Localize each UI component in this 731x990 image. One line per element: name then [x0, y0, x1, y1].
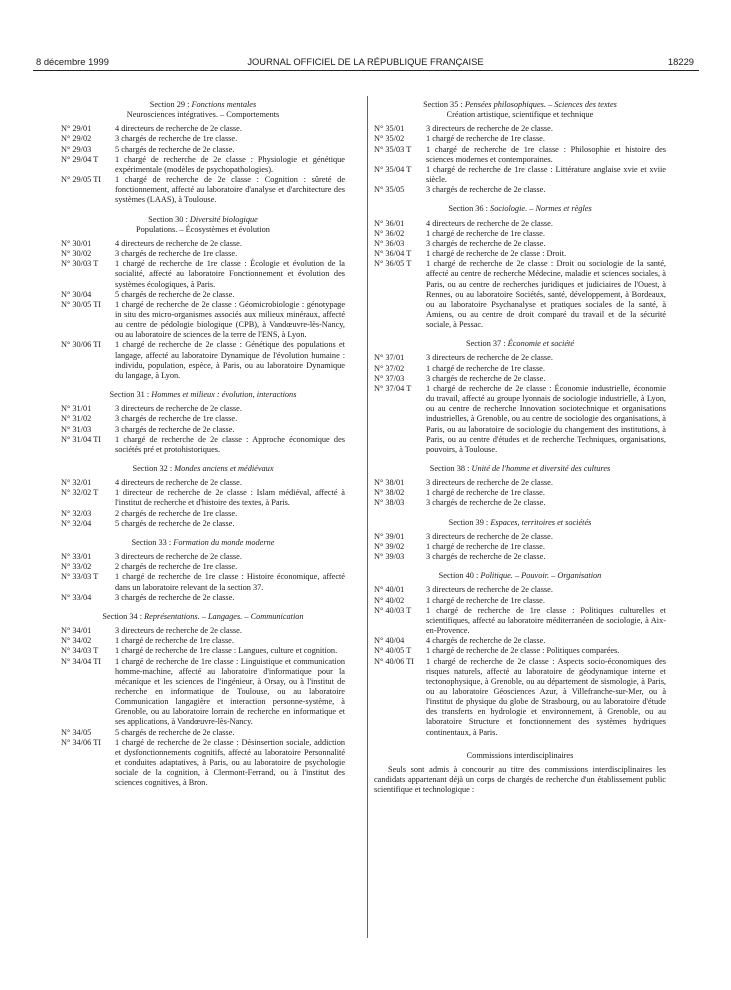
list-item: N° 34/03 T 1 chargé de recherche de 1re classe : Langues, culture et cognition.: [61, 646, 338, 656]
list-item: N° 32/02 T 1 directeur de recherche de 2e classe : Islam médiéval, affecté à l'institut de recherche et d'histoire des textes, à Paris.: [61, 488, 345, 508]
list-item: N° 36/03 3 chargés de recherche de 2e classe.: [374, 238, 546, 248]
list-item: N° 39/01 3 directeurs de recherche de 2e classe.: [374, 531, 553, 541]
column-divider: [367, 96, 368, 938]
list-item: N° 29/03 5 chargés de recherche de 2e classe.: [61, 144, 235, 154]
list-item: N° 30/05 TI 1 chargé de recherche de 2e classe : Géomicrobiologie : génotypage in situ des micro-organismes associés aux milieux minéraux, affecté au centre de pédologie biologique (CPB), à Vandœuvre-lès-Nancy, ou au laboratoire de sciences de la terre de l'ENS, à Lyon.: [61, 299, 345, 340]
section-heading: Section 30 : Diversité biologique: [148, 214, 258, 224]
left-column: [61, 100, 345, 789]
list-item: N° 31/04 TI 1 chargé de recherche de 2e classe : Approche économique des sociétés pré et protohistoriques.: [61, 434, 345, 454]
section-subheading: Neurosciences intégratives. – Comportements: [126, 110, 280, 120]
list-item: N° 30/02 3 chargés de recherche de 1re classe.: [61, 249, 238, 259]
list-item: N° 38/01 3 directeurs de recherche de 2e classe.: [374, 478, 553, 488]
commissions-paragraph: Seuls sont admis à concourir au titre des commissions interdisciplinaires les candidats appartenant déjà un corps de chargés de recherche d'un établissement public scientifique et technologique :: [374, 764, 666, 795]
list-item: N° 29/02 3 chargés de recherche de 1re classe.: [61, 134, 238, 144]
page-number: 18229: [667, 56, 694, 67]
journal-title: JOURNAL OFFICIEL DE LA RÉPUBLIQUE FRANÇAISE: [247, 56, 484, 67]
section-heading: Section 32 : Mondes anciens et médiévaux: [132, 464, 274, 473]
list-item: N° 34/05 5 chargés de recherche de 2e classe.: [61, 727, 235, 737]
list-item: N° 34/02 1 chargé de recherche de 1re classe.: [61, 636, 234, 646]
list-item: N° 34/01 3 directeurs de recherche de 2e classe.: [61, 626, 242, 636]
list-item: N° 30/06 TI 1 chargé de recherche de 2e classe : Génétique des populations et langage, affecté au laboratoire Dynamique de l'évolution humaine : individu, population, espèce, à Paris, ou au laboratoire Dynamique du langage, à Lyon.: [61, 340, 345, 380]
list-item: N° 38/03 3 chargés de recherche de 2e classe.: [374, 498, 546, 508]
list-item: N° 36/04 T 1 chargé de recherche de 2e classe : Droit.: [374, 249, 567, 259]
section-heading: Section 38 : Unité de l'homme et diversité des cultures: [429, 464, 611, 473]
list-item: N° 39/03 3 chargés de recherche de 2e classe.: [374, 552, 546, 562]
list-item: N° 36/01 4 directeurs de recherche de 2e classe.: [374, 218, 553, 228]
list-item: N° 30/01 4 directeurs de recherche de 2e classe.: [61, 238, 242, 248]
list-item: N° 29/05 TI 1 chargé de recherche de 2e classe : Cognition : sûreté de fonctionnement, affecté au laboratoire d'analyse et d'architecture des systèmes (LAAS), à Toulouse.: [61, 175, 345, 205]
list-item: N° 33/04 3 chargés de recherche de 2e classe.: [61, 592, 235, 602]
list-item: N° 37/04 T 1 chargé de recherche de 2e classe : Économie industrielle, économie du travail, affecté au groupe lyonnais de sociologie industrielle, à Lyon, ou au centre de recherche Innovation sociotechnique et organisations industrielles, à Grenoble, ou au centre de sociologie des organisations, à Paris, ou au laboratoire de sociologie du changement des institutions, à Paris, ou au centre d'études et de recherche Techniques, organisations, pouvoirs, à Toulouse.: [374, 383, 666, 454]
list-item: N° 30/03 T 1 chargé de recherche de 1re classe : Écologie et évolution de la socialité, affecté au laboratoire Fonctionnement et évolution des systèmes écologiques, à Paris.: [61, 259, 345, 289]
header-rule: [33, 70, 699, 71]
section-heading: Section 35 : Pensées philosophiques. – Sciences des textes: [423, 100, 617, 109]
section-heading: Section 31 : Hommes et milieux : évolution, interactions: [109, 390, 297, 400]
section-heading: Section 39 : Espaces, territoires et sociétés: [448, 517, 592, 527]
list-item: N° 40/05 T 1 chargé de recherche de 2e classe : Politiques comparées.: [374, 646, 620, 656]
list-item: N° 40/06 TI 1 chargé de recherche de 2e classe : Aspects socio-économiques des risques naturels, affecté au laboratoire de géodynamique interne et tectonophysique, à Grenoble, ou au département de sismologie, à Paris, ou au laboratoire Géosciences Azur, à Villefranche-sur-Mer, ou à l'institut de physique du globe de Strasbourg, ou au laboratoire d'étude des transferts en hydrologie et environnement, à Grenoble, ou au laboratoire Structure et fonctionnement des systèmes hydriques continentaux, à Paris.: [374, 656, 666, 737]
list-item: N° 35/01 3 directeurs de recherche de 2e classe.: [374, 124, 553, 134]
section-subheading: Création artistique, scientifique et technique: [446, 110, 594, 120]
list-item: N° 34/06 TI 1 chargé de recherche de 2e classe : Désinsertion sociale, addiction et dysfonctionnements cognitifs, affecté au laboratoire Personnalité et conduites adaptatives, à Paris, ou au laboratoire de psychologie sociale de la cognition, à Clermont-Ferrand, ou à l'institut des sciences cognitives, à Bron.: [61, 737, 345, 788]
list-item: N° 31/03 3 chargés de recherche de 2e classe.: [61, 424, 235, 434]
commissions-title: Commissions interdisciplinaires: [466, 750, 574, 760]
list-item: N° 40/04 4 chargés de recherche de 2e classe.: [374, 636, 546, 646]
section-heading: Section 36 : Sociologie. – Normes et règles: [448, 204, 592, 214]
list-item: N° 32/01 4 directeurs de recherche de 2e classe.: [61, 478, 242, 488]
section-heading: Section 33 : Formation du monde moderne: [131, 537, 275, 547]
section-heading: Section 40 : Politique. – Pouvoir. – Organisation: [438, 571, 602, 581]
list-item: N° 29/01 4 directeurs de recherche de 2e classe.: [61, 124, 242, 134]
right-column: [374, 100, 666, 795]
list-item: N° 31/02 3 chargés de recherche de 1re classe.: [61, 414, 238, 424]
list-item: N° 40/03 T 1 chargé de recherche de 1re classe : Politiques culturelles et scientifiques, affecté au laboratoire méditerranéen de sociologie, à Aix-en-Provence.: [374, 605, 666, 636]
section-heading: Section 37 : Économie et société: [465, 339, 575, 349]
list-item: N° 33/03 T 1 chargé de recherche de 1re classe : Histoire économique, affecté dans un laboratoire relevant de la section 37.: [61, 572, 345, 592]
list-item: N° 37/02 1 chargé de recherche de 1re classe.: [374, 363, 545, 373]
page-header: [0, 56, 731, 70]
list-item: N° 30/04 5 chargés de recherche de 2e classe.: [61, 289, 235, 299]
list-item: N° 35/02 1 chargé de recherche de 1re classe.: [374, 134, 545, 144]
list-item: N° 37/01 3 directeurs de recherche de 2e classe.: [374, 353, 553, 363]
section-subheading: Populations. – Écosystèmes et évolution: [136, 224, 270, 234]
list-item: N° 37/03 3 chargés de recherche de 2e classe.: [374, 373, 546, 383]
list-item: N° 40/02 1 chargé de recherche de 1re classe.: [374, 595, 545, 605]
list-item: N° 34/04 TI 1 chargé de recherche de 1re classe : Linguistique et communication homme-machine, affecté au laboratoire d'informatique pour la mécanique et les sciences de l'ingénieur, à Orsay, ou à l'institut de recherche en informatique de Toulouse, ou au laboratoire Communication langagière et interaction personne-système, à Grenoble, ou au laboratoire lorrain de recherche en informatique et ses applications, à Vandœuvre-lès-Nancy.: [61, 656, 345, 727]
list-item: N° 36/05 T 1 chargé de recherche de 2e classe : Droit ou sociologie de la santé, affecté au centre de recherche Médecine, maladie et sciences sociales, à Paris, ou au centre de recherches juridiques et judiciaires de l'Ouest, à Rennes, ou au laboratoire Sociétés, santé, développement, à Bordeaux, ou au laboratoire Psychanalyse et pratiques sociales de la santé, à Amiens, ou au centre de droit comparé du travail et de la sécurité sociale, à Pessac.: [374, 259, 666, 330]
list-item: N° 36/02 1 chargé de recherche de 1re classe.: [374, 228, 545, 238]
section-heading: Section 29 : Fonctions mentales: [149, 100, 257, 109]
section-heading: Section 34 : Représentations. – Langages. – Communication: [102, 611, 304, 621]
list-item: N° 35/03 T 1 chargé de recherche de 1re classe : Philosophie et histoire des sciences modernes et contemporaines.: [374, 144, 666, 164]
list-item: N° 31/01 3 directeurs de recherche de 2e classe.: [61, 404, 242, 414]
list-item: N° 33/01 3 directeurs de recherche de 2e classe.: [61, 552, 242, 562]
list-item: N° 40/01 3 directeurs de recherche de 2e classe.: [374, 585, 553, 595]
list-item: N° 29/04 T 1 chargé de recherche de 2e classe : Physiologie et génétique expérimentale (modèles de psychopathologies).: [61, 154, 345, 174]
list-item: N° 32/03 2 chargés de recherche de 1re classe.: [61, 508, 238, 518]
list-item: N° 35/05 3 chargés de recherche de 2e classe.: [374, 185, 546, 195]
list-item: N° 38/02 1 chargé de recherche de 1re classe.: [374, 488, 545, 498]
list-item: N° 33/02 2 chargés de recherche de 1re classe.: [61, 562, 238, 572]
list-item: N° 35/04 T 1 chargé de recherche de 1re classe : Littérature anglaise xvie et xviie siècle.: [374, 164, 666, 185]
header-date: 8 décembre 1999: [36, 56, 109, 67]
list-item: N° 32/04 5 chargés de recherche de 2e classe.: [61, 518, 235, 528]
list-item: N° 39/02 1 chargé de recherche de 1re classe.: [374, 541, 545, 551]
